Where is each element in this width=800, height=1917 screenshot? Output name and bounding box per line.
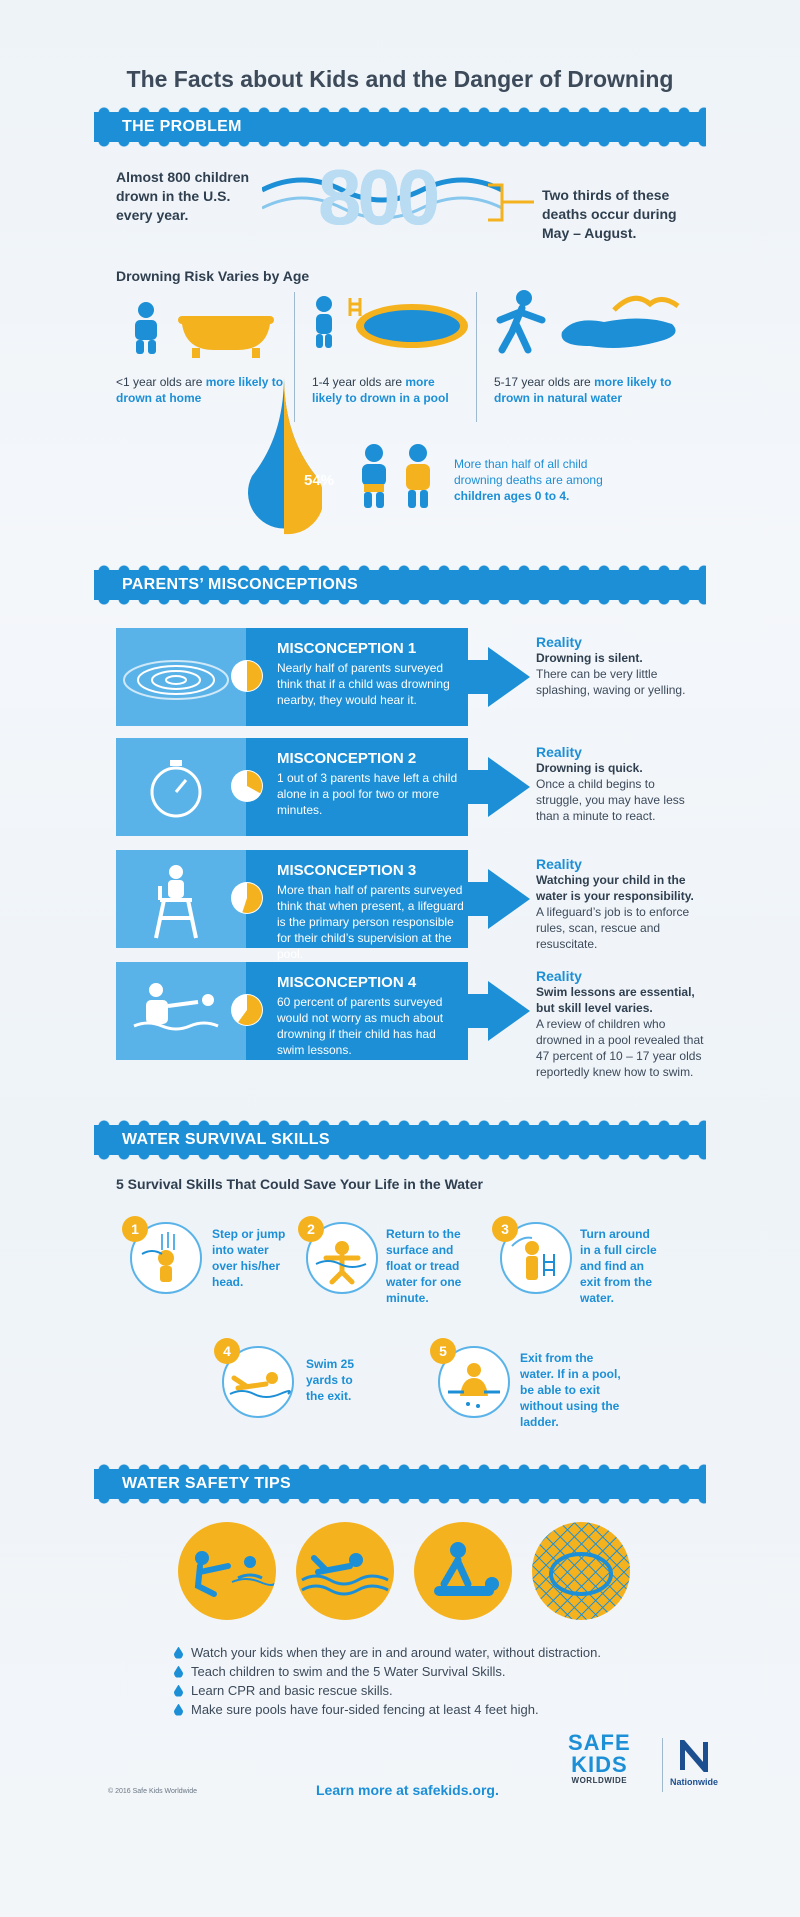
reality-label: Reality — [536, 856, 582, 872]
tip-circle-cpr — [414, 1522, 512, 1620]
big-number-800: 800 — [318, 153, 437, 241]
logo-kids: KIDS — [571, 1752, 628, 1777]
skill-text: Turn around in a full circle and find an exit from the water. — [580, 1227, 657, 1305]
safe-kids-logo — [568, 1732, 631, 1785]
misconception-icon-panel — [116, 850, 246, 948]
reality-1 — [536, 634, 696, 698]
copyright: © 2016 Safe Kids Worldwide — [108, 1788, 198, 1795]
misconception-heading: MISCONCEPTION 2 — [277, 750, 417, 767]
tip-circle-swim — [296, 1522, 394, 1620]
misconception-heading: MISCONCEPTION 4 — [277, 974, 417, 991]
skill-text: Step or jump into water over his/her head. — [212, 1227, 286, 1289]
misconception-heading: MISCONCEPTION 3 — [277, 862, 417, 879]
misconception-body: More than half of parents surveyed think that when present, a lifeguard is the primary person responsible for their child’s supervision at the pool. — [277, 883, 464, 961]
swim-instructor-icon — [116, 962, 246, 1060]
age-prefix: 1-4 year olds are — [312, 375, 406, 389]
misconception-icon-panel — [116, 628, 246, 726]
misconception-icon-panel — [116, 962, 246, 1060]
misconception-card-3 — [116, 850, 468, 961]
tip-text: Make sure pools have four-sided fencing at least 4 feet high. — [191, 1702, 539, 1717]
logo-nationwide: Nationwide — [669, 1777, 718, 1787]
tip-circle-watch — [178, 1522, 276, 1620]
bathtub-baby-icon — [126, 296, 276, 360]
water-drop-icon — [174, 1685, 183, 1697]
arrow-icon — [488, 981, 530, 1041]
skill-text: Exit from the water. If in a pool, be able to exit without using the ladder. — [520, 1351, 621, 1429]
problem-right-text: Two thirds of these deaths occur during May – August. — [542, 187, 677, 241]
arrow-bar — [468, 882, 490, 916]
survival-heading: 5 Survival Skills That Could Save Your Life in the Water — [116, 1176, 483, 1192]
reality-bold: Drowning is silent. — [536, 651, 643, 665]
age-prefix: <1 year olds are — [116, 375, 206, 389]
reality-text: Once a child begins to struggle, you may have less than a minute to react. — [536, 777, 685, 823]
tip-text: Teach children to swim and the 5 Water Survival Skills. — [191, 1664, 506, 1679]
percent-label: 54% — [304, 472, 335, 489]
fraction-pie — [230, 659, 264, 693]
tip-circle-fence — [532, 1522, 630, 1620]
skill-badge: 1 — [122, 1216, 148, 1242]
age-text-5-17 — [494, 374, 684, 406]
reality-4 — [536, 968, 710, 1080]
risk-heading: Drowning Risk Varies by Age — [116, 268, 310, 284]
reality-bold: Swim lessons are essential, but skill level varies. — [536, 985, 695, 1015]
arrow-bar — [468, 660, 490, 694]
age-emphasis: more likely to drown at home — [116, 375, 284, 405]
pool-toddler-icon — [310, 294, 470, 354]
arrow-bar — [468, 770, 490, 804]
skill-text: Swim 25 yards to the exit. — [306, 1357, 355, 1403]
logo-worldwide: WORLDWIDE — [571, 1776, 628, 1785]
ripple-icon — [116, 628, 246, 726]
reality-text: A lifeguard’s job is to enforce rules, scan, rescue and resuscitate. — [536, 905, 690, 951]
water-drop-icon — [174, 1666, 183, 1678]
fraction-pie — [230, 769, 264, 803]
misconception-card-1 — [116, 628, 468, 726]
logo-safe: SAFE — [568, 1730, 631, 1755]
watching-parent-icon — [178, 1522, 276, 1620]
divider — [476, 292, 477, 422]
tips-list — [174, 1643, 601, 1719]
nationwide-logo — [666, 1740, 722, 1787]
arrow-icon — [488, 869, 530, 929]
pool-fence-icon — [532, 1522, 630, 1620]
tip-item — [174, 1662, 601, 1681]
nationwide-n-icon — [680, 1740, 708, 1772]
half-text — [454, 456, 632, 504]
learn-more-link[interactable]: Learn more at safekids.org. — [316, 1782, 499, 1798]
arrow-icon — [488, 647, 530, 707]
section-band-problem: THE PROBLEM — [94, 112, 706, 142]
lifeguard-chair-icon — [116, 850, 246, 948]
cpr-icon — [414, 1522, 512, 1620]
section-band-survival: WATER SURVIVAL SKILLS — [94, 1125, 706, 1155]
reality-text: A review of children who drowned in a pool revealed that 47 percent of 10 – 17 year olds reportedly knew how to swim. — [536, 1017, 704, 1079]
arrow-icon — [488, 757, 530, 817]
tip-item — [174, 1700, 601, 1719]
tip-item — [174, 1681, 601, 1700]
reality-label: Reality — [536, 744, 582, 760]
misconception-card-2 — [116, 738, 468, 836]
page-title: The Facts about Kids and the Danger of Drowning — [126, 66, 674, 92]
skill-badge: 2 — [298, 1216, 324, 1242]
bracket-connector — [488, 180, 538, 230]
logo-divider — [662, 1738, 663, 1792]
two-children-icon — [354, 444, 440, 510]
age-emphasis: more likely to drown in a pool — [312, 375, 449, 405]
skill-badge: 4 — [214, 1338, 240, 1364]
reality-bold: Watching your child in the water is your responsibility. — [536, 873, 694, 903]
skill-badge: 5 — [430, 1338, 456, 1364]
section-band-tips: WATER SAFETY TIPS — [94, 1469, 706, 1499]
natural-water-child-icon — [494, 290, 684, 360]
half-prefix: More than half of all child drowning deaths are among — [454, 457, 603, 487]
misconception-body: 60 percent of parents surveyed would not worry as much about drowning if their child has had swim lessons. — [277, 995, 444, 1057]
reality-3 — [536, 856, 696, 952]
reality-bold: Drowning is quick. — [536, 761, 643, 775]
water-drop-icon — [174, 1704, 183, 1716]
misconception-icon-panel — [116, 738, 246, 836]
arrow-bar — [468, 994, 490, 1028]
fraction-pie — [230, 993, 264, 1027]
fraction-pie — [230, 881, 264, 915]
age-text-1-4 — [312, 374, 462, 406]
reality-text: There can be very little splashing, waving or yelling. — [536, 667, 686, 697]
misconception-body: 1 out of 3 parents have left a child alone in a pool for two or more minutes. — [277, 771, 458, 817]
half-emphasis: children ages 0 to 4. — [454, 489, 570, 503]
problem-left-text: Almost 800 children drown in the U.S. every year. — [116, 169, 250, 223]
water-drop-percent-chart — [246, 376, 322, 536]
reality-label: Reality — [536, 634, 582, 650]
misconception-heading: MISCONCEPTION 1 — [277, 640, 417, 657]
water-drop-icon — [174, 1647, 183, 1659]
tip-text: Watch your kids when they are in and around water, without distraction. — [191, 1645, 601, 1660]
reality-label: Reality — [536, 968, 582, 984]
tip-item — [174, 1643, 601, 1662]
skill-badge: 3 — [492, 1216, 518, 1242]
skill-text: Return to the surface and float or tread water for one minute. — [386, 1227, 462, 1305]
reality-2 — [536, 744, 696, 824]
tip-text: Learn CPR and basic rescue skills. — [191, 1683, 393, 1698]
stopwatch-icon — [116, 738, 246, 836]
section-band-misconceptions: PARENTS’ MISCONCEPTIONS — [94, 570, 706, 600]
age-prefix: 5-17 year olds are — [494, 375, 595, 389]
swimmer-icon — [296, 1522, 394, 1620]
age-emphasis: more likely to drown in natural water — [494, 375, 672, 405]
misconception-body: Nearly half of parents surveyed think that if a child was drowning nearby, they would hear it. — [277, 661, 450, 707]
misconception-card-4 — [116, 962, 468, 1060]
